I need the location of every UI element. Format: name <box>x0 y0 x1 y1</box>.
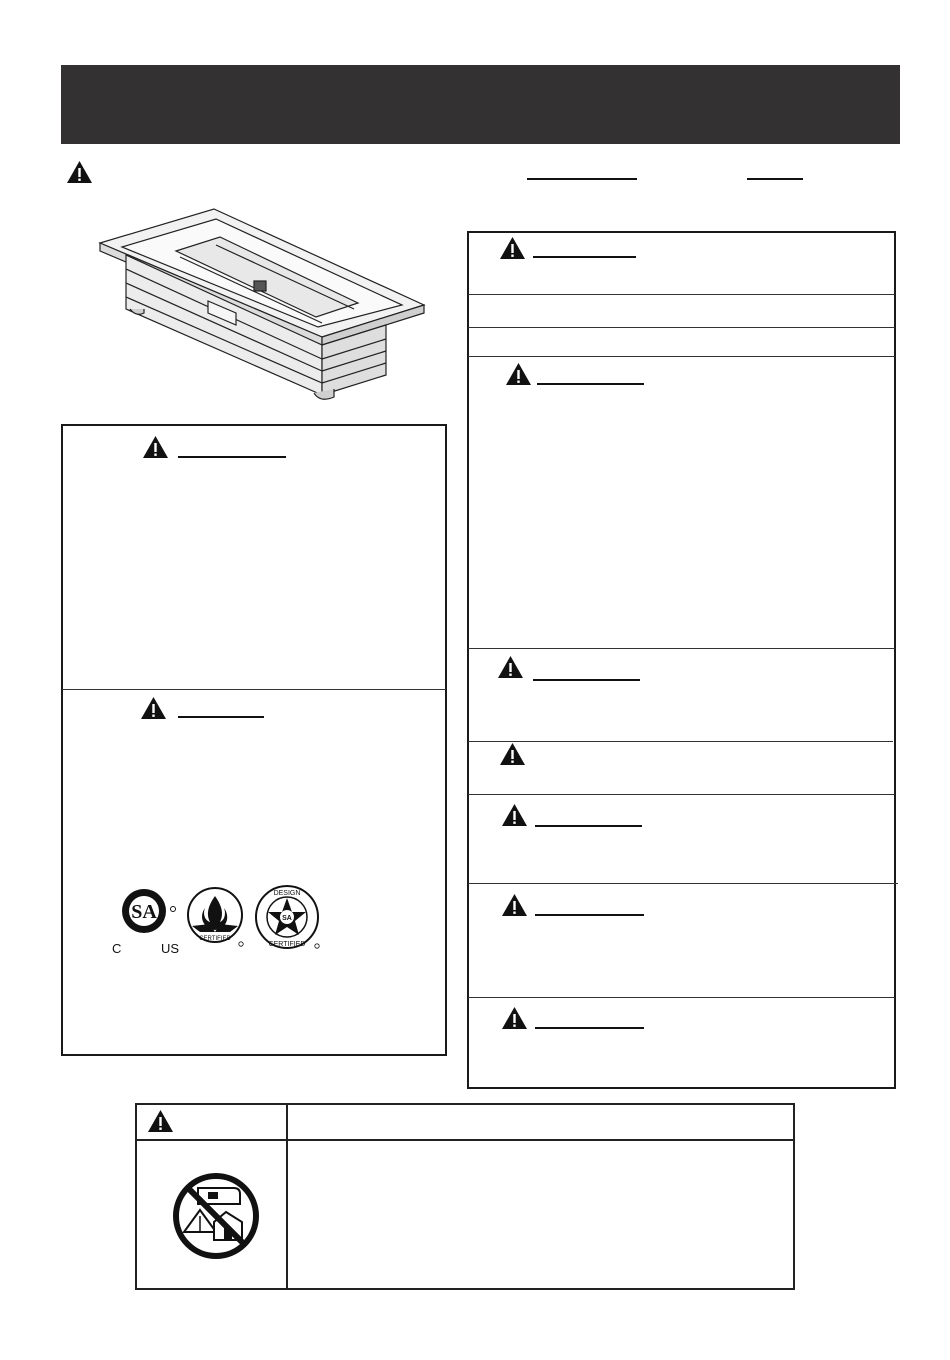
warning-triangle-icon <box>501 803 528 827</box>
underline-rule <box>527 178 637 180</box>
panel-divider <box>468 883 898 884</box>
warning-triangle-icon <box>505 362 532 386</box>
underline-rule <box>178 456 286 458</box>
warning-triangle-icon <box>501 1006 528 1030</box>
table-column-divider <box>286 1104 288 1289</box>
fire-table-illustration <box>96 205 426 405</box>
right-warning-panel <box>467 231 896 1089</box>
warning-triangle-icon <box>501 893 528 917</box>
panel-divider <box>468 356 895 357</box>
warning-triangle-icon <box>499 236 526 260</box>
underline-rule <box>535 914 644 916</box>
underline-rule <box>535 1027 644 1029</box>
csa-badge-text: CERTIFIED <box>199 936 231 942</box>
design-certified-logo <box>254 884 322 952</box>
panel-divider <box>468 794 895 795</box>
table-row-divider <box>136 1139 794 1141</box>
underline-rule <box>533 256 636 258</box>
svg-text:SA: SA <box>131 901 157 923</box>
panel-divider <box>468 997 895 998</box>
csa-logo <box>120 887 180 939</box>
left-warning-panel <box>61 424 447 1056</box>
warning-triangle-icon <box>497 655 524 679</box>
svg-text:SA: SA <box>282 915 292 922</box>
underline-rule <box>533 679 640 681</box>
warning-triangle-icon <box>140 696 167 720</box>
warning-triangle-icon <box>147 1109 174 1133</box>
no-indoor-use-icon <box>170 1170 262 1262</box>
underline-rule <box>535 825 642 827</box>
panel-divider <box>468 741 893 742</box>
panel-divider <box>62 689 446 690</box>
underline-rule <box>537 383 644 385</box>
csa-country-us: US <box>161 941 180 956</box>
warning-triangle-icon <box>142 435 169 459</box>
panel-divider <box>468 294 895 295</box>
underline-rule <box>747 178 803 180</box>
underline-rule <box>178 716 264 718</box>
design-badge-bottom-text: CERTIFIED <box>268 941 306 948</box>
header-banner <box>61 65 900 144</box>
panel-divider <box>468 327 895 328</box>
design-badge-top-text: DESIGN <box>273 890 301 897</box>
warning-triangle-icon <box>66 160 93 184</box>
panel-divider <box>468 648 895 649</box>
warning-triangle-icon <box>499 742 526 766</box>
csa-country-c: C <box>112 941 122 956</box>
certified-flame-logo <box>186 886 246 950</box>
